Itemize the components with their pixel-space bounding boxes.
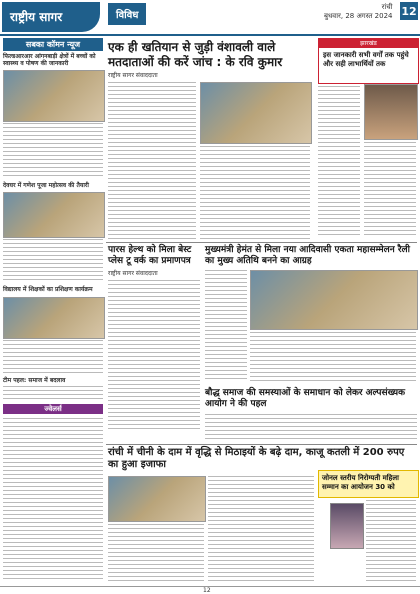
page-number: 12 <box>400 2 418 20</box>
left-photo-2 <box>3 192 105 238</box>
lead-byline: राष्ट्रीय सागर संवाददाता <box>108 72 158 79</box>
place-label: रांची <box>381 3 393 11</box>
right-box-label: झारखंड <box>319 39 418 48</box>
divider-2 <box>106 444 417 445</box>
page-header <box>0 0 420 34</box>
story4-headline: बौद्ध समाज की समस्याओं के समाधान को लेकर अल्पसंख्यक आयोग ने की पहल <box>205 388 406 409</box>
story5-photo <box>108 476 206 522</box>
left-text-2 <box>3 239 103 283</box>
left-head-4: टीम पहल: समाज में बदलाव <box>3 377 66 384</box>
masthead-title: राष्ट्रीय सागर <box>10 10 63 24</box>
story2-headline: पारस हेल्थ को मिला बेस्ट प्लेस टू वर्क का प्रमाणपत्र <box>108 245 192 266</box>
left-photo-1 <box>3 70 105 122</box>
story2-byline: राष्ट्रीय सागर संवाददाता <box>108 270 158 277</box>
right-box-text: इस जानकारी सभी वर्गों तक पहुंचे और सही लाभार्थियों तक <box>323 51 409 68</box>
left-column-label: सबका कॉमन न्यूज <box>3 38 103 51</box>
lead-text-right <box>200 146 310 240</box>
story2-text <box>108 280 200 430</box>
section-label: विविध <box>108 3 146 25</box>
left-text-1 <box>3 123 103 179</box>
right-portrait <box>364 84 418 140</box>
right-top-box <box>318 38 419 84</box>
story3-text-1 <box>205 270 247 382</box>
lead-photo <box>200 82 312 144</box>
lead-headline: एक ही खतियान से जुड़ी वंशावली वाले मतदाताओं की करें जांच : के रवि कुमार <box>108 40 283 69</box>
right-bottom-photo <box>330 503 364 549</box>
story5-headline: रांची में चीनी के दाम में वृद्धि से मिठाइयों के बढ़े दाम, काजू कतली में 200 रुपए का हुआ इजाफा <box>108 447 405 470</box>
date-line <box>324 3 393 21</box>
left-text-3 <box>3 340 103 374</box>
story4-text <box>205 414 417 442</box>
page-footer <box>0 586 420 594</box>
divider-1 <box>106 242 417 243</box>
left-text-4 <box>3 386 103 400</box>
right-text-1 <box>318 86 360 236</box>
story3-text-2 <box>250 332 416 382</box>
story3-headline: मुख्यमंत्री हेमंत से मिला नया आदिवासी एकता महासम्मेलन रैली का मुख्य अतिथि बनने का आग्रह <box>205 245 410 266</box>
ad-banner: ज्वेलर्स <box>3 404 103 414</box>
right-text-2 <box>364 142 416 236</box>
story5-text-1 <box>108 524 204 582</box>
right-bottom-text <box>366 500 416 582</box>
story3-photo <box>250 270 418 330</box>
left-head-1: फिल्डआरआर आंगनबाड़ी क्षेत्रों में बच्चों को स्वास्थ्य व पोषण की जानकारी <box>3 53 96 67</box>
left-head-2: देवघर में गणेश पूजा महोत्सव की तैयारी <box>3 182 89 189</box>
left-text-5 <box>3 418 103 582</box>
date-label: बुधवार, 28 अगस्त 2024 <box>324 12 393 20</box>
left-photo-3 <box>3 297 105 339</box>
masthead <box>2 2 100 32</box>
right-bottom-box <box>318 470 419 498</box>
left-head-3: विद्यालय में शिक्षकों का प्रशिक्षण कार्यक्रम <box>3 286 93 293</box>
lead-text-left <box>108 82 196 240</box>
story5-text-2 <box>208 476 314 582</box>
footer-page-number: 12 <box>203 587 211 594</box>
header-rule <box>0 34 420 36</box>
right-bottom-headline: जोनल स्तरीय निरोग्यती महिला सम्मान का आयोजन 30 को <box>322 474 399 491</box>
